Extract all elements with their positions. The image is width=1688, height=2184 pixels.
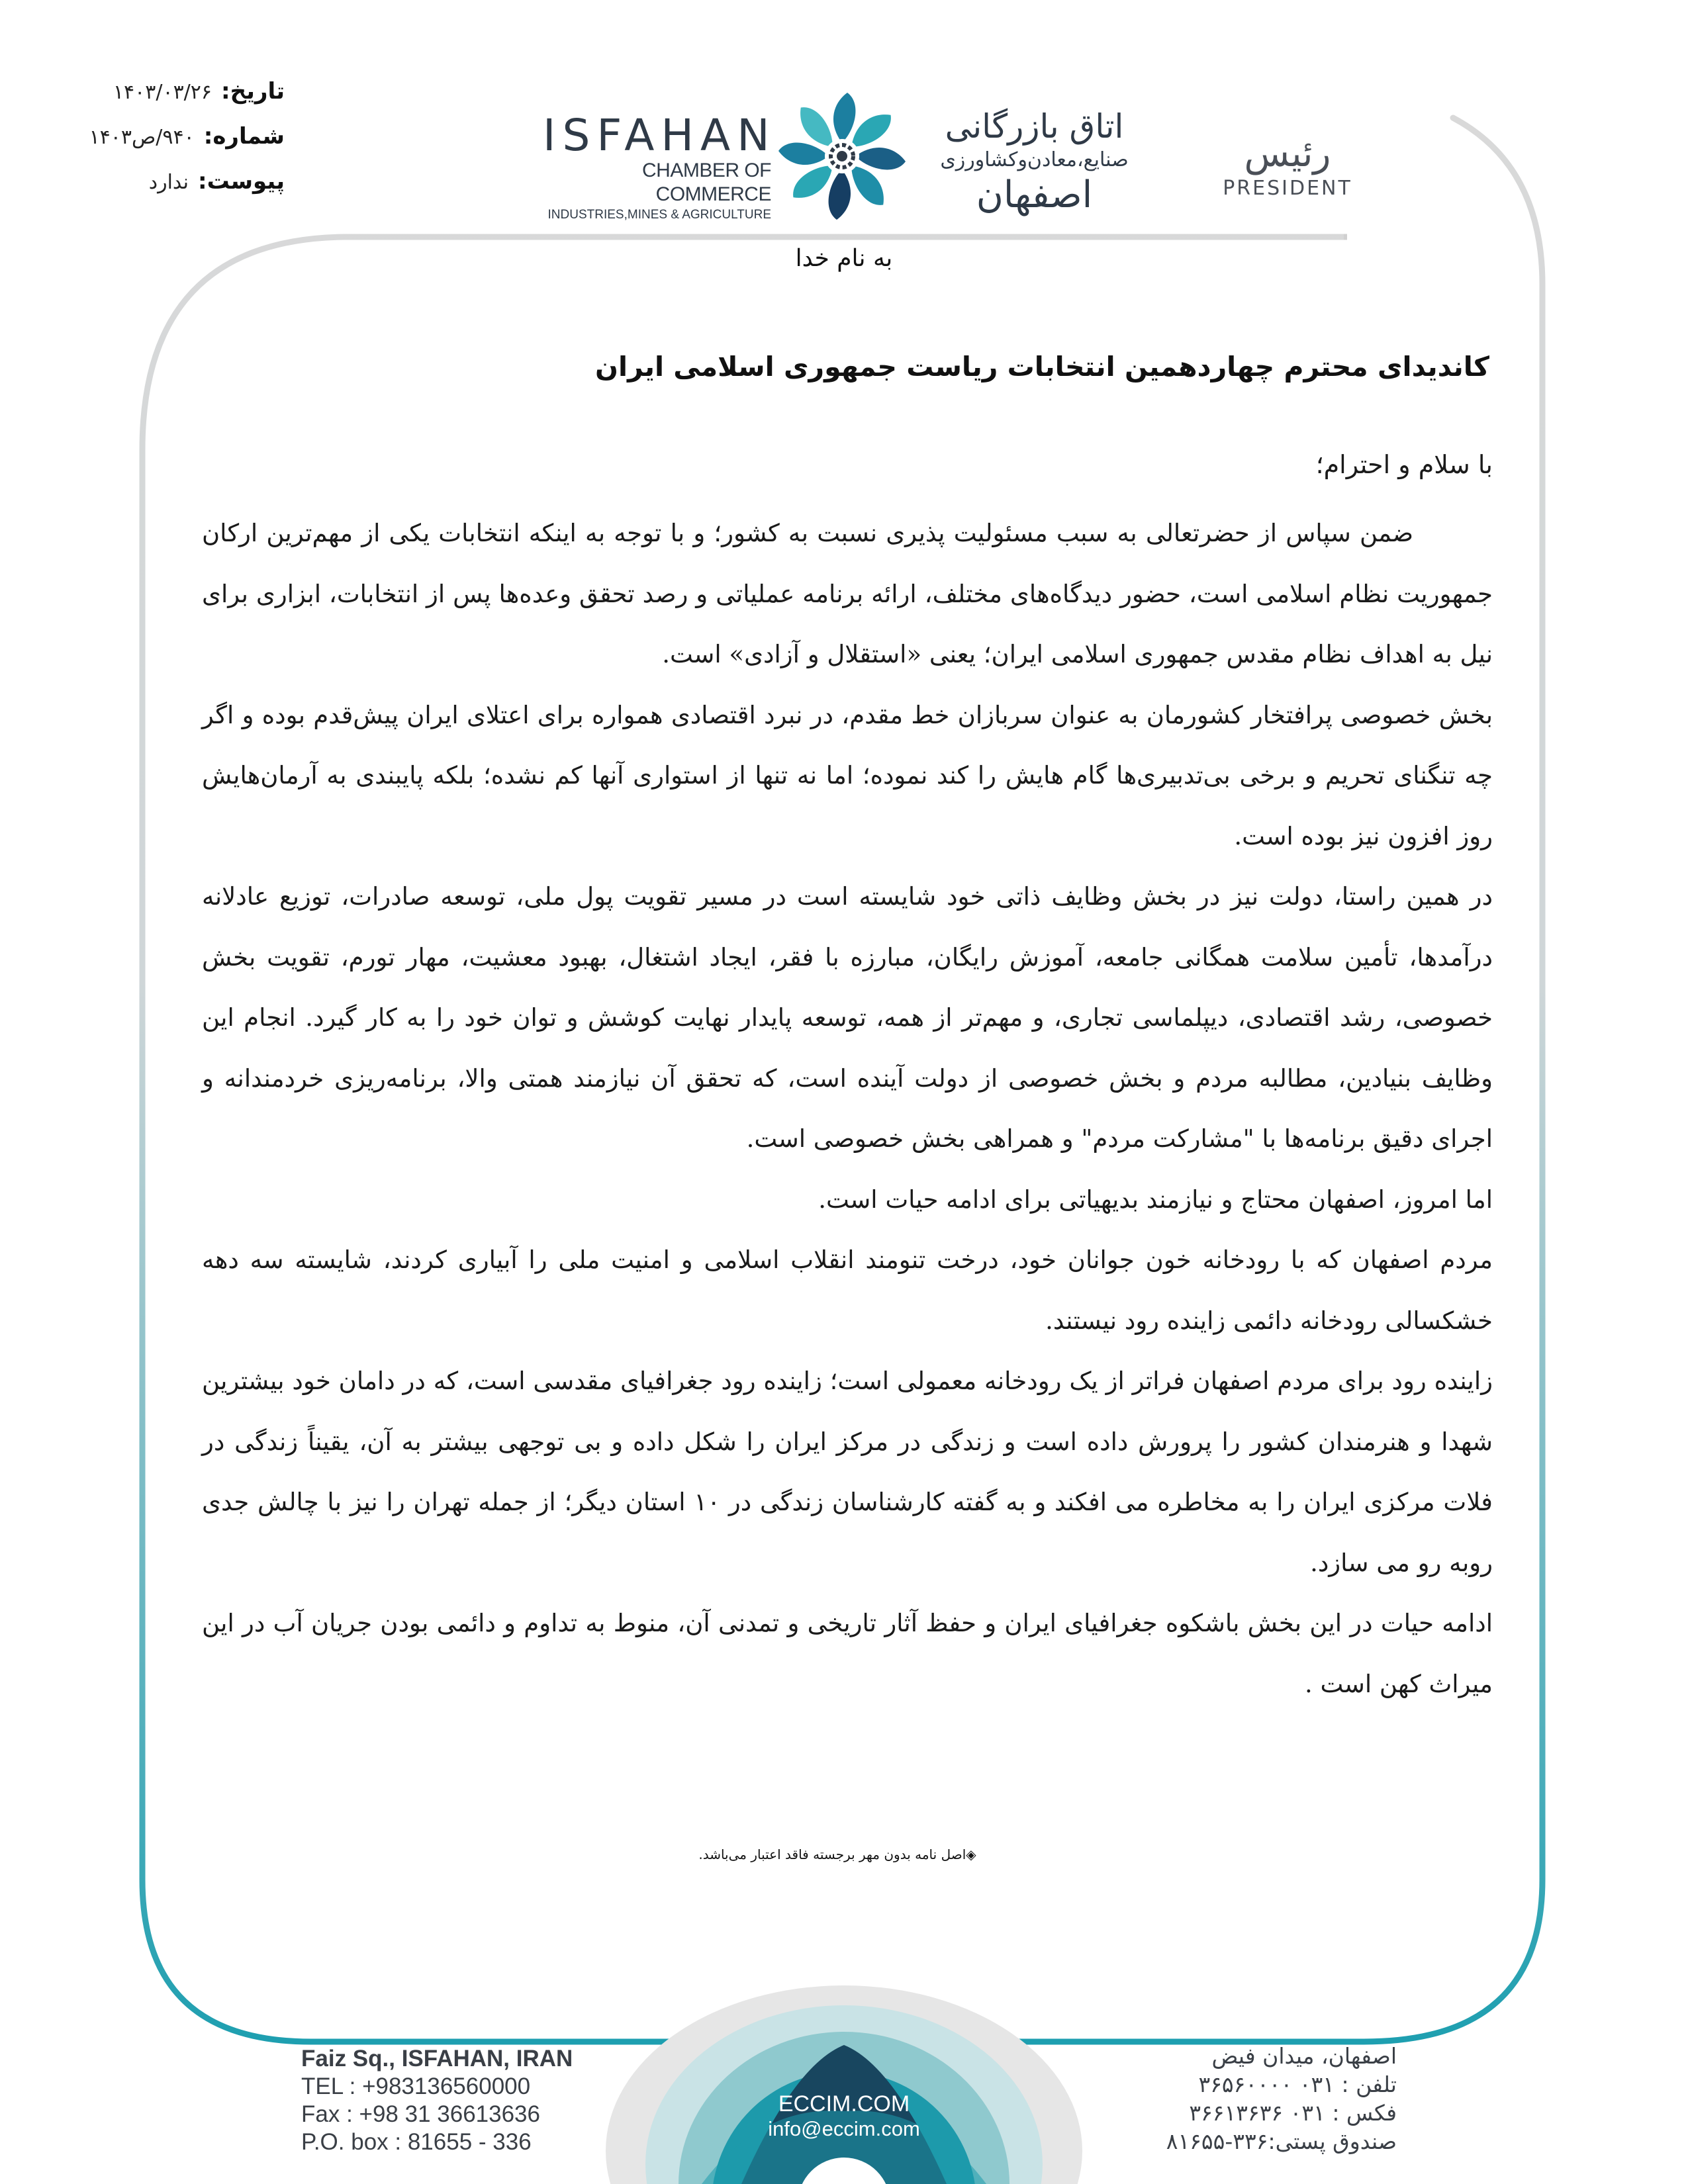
footer-website — [728, 2091, 960, 2142]
number-row — [66, 123, 285, 168]
paragraph-7: ادامه حیات در این بخش باشکوه جغرافیای ایران و حفظ آثار تاریخی و تمدنی آن، منوط به تداوم و دائمی بودن جریان آب در این میراث کهن است . — [202, 1609, 1493, 1698]
validity-note: ◈اصل نامه بدون مهر برجسته فاقد اعتبار می‌باشد. — [698, 1846, 976, 1862]
letter-subject: کاندیدای محترم چهاردهمین انتخابات ریاست جمهوری اسلامی ایران — [595, 351, 1489, 383]
fa-pobox: صندوق پستی:۳۳۶-۸۱۶۵۵ — [1166, 2128, 1397, 2154]
paragraph-3: در همین راستا، دولت نیز در بخش وظایف ذاتی خود شایسته است در مسیر تقویت پول ملی، توسعه صادرات، توزیع عادلانه درآمدها، تأمین سلامت همگانی جامعه، آموزش رایگان، مبارزه با فقر، ایجاد اشتغال، بهبود معشیت، مهار تورم، تقویت بخش خصوصی، رشد اقتصادی، دیپلماسی تجاری، و مهم‌تر از همه، توسعه پایدار نهایت کوشش و توان خود را به کار گیرد. انجام این وظایف بنیادین، مطالبه مردم و بخش خصوصی از دولت آینده است، که تحقق آن نیازمند همتی والا، برنامه‌ریزی خردمندانه و اجرای دقیق برنامه‌ها با "مشارکت مردم" و همراهی بخش خصوصی است. — [202, 882, 1493, 1153]
logo-english-text — [543, 110, 776, 224]
en-tel: TEL : +983136560000 — [301, 2073, 531, 2099]
logo-en-sub2: INDUSTRIES,MINES & AGRICULTURE — [547, 208, 771, 222]
logo-en-sub1: CHAMBER OF COMMERCE — [641, 159, 771, 205]
logo-fa-line2: صنایع،معادن‌وکشاورزی — [940, 148, 1129, 171]
website-link[interactable]: ECCIM.COM — [778, 2091, 910, 2116]
logo-fa-line3: اصفهان — [976, 173, 1093, 216]
president-title — [1218, 132, 1357, 201]
letter-meta — [66, 78, 285, 213]
paragraph-4: اما امروز، اصفهان محتاج و نیازمند بدیهیاتی برای ادامه حیات است. — [818, 1185, 1493, 1214]
number-label: شماره: — [203, 123, 285, 150]
attachment-row — [66, 168, 285, 213]
president-fa: رئیس — [1244, 132, 1331, 175]
fa-fax: فکس : ۰۳۱ ۳۶۶۱۳۶۳۶ — [1189, 2100, 1397, 2126]
paragraph-6: زاینده رود برای مردم اصفهان فراتر از یک رودخانه معمولی است؛ زاینده رود جغرافیای مقدسی است، که در دامان خود بیشترین شهدا و هنرمندان کشور را پرورش داده است و زندگی در مرکز ایران را شکل داده و بی توجهی بیشتر به آن، یقیناً زندگی در فلات مرکزی ایران را به مخاطره می افکند و به گفته کارشناسان زندگی در ۱۰ استان دیگر؛ از جمله تهران را نیز با چالش جدی روبه رو می سازد. — [202, 1367, 1493, 1577]
fa-tel: تلفن : ۰۳۱ ۳۶۵۶۰۰۰۰ — [1198, 2071, 1397, 2097]
letter-body — [202, 503, 1493, 1714]
salutation: با سلام و احترام؛ — [1315, 450, 1493, 479]
paragraph-1: ضمن سپاس از حضرتعالی به سبب مسئولیت پذیری نسبت به کشور؛ و با توجه به اینکه انتخابات یکی از مهم‌ترین ارکان جمهوریت نظام اسلامی است، حضور دیدگاه‌های مختلف، ارائه برنامه عملیاتی و رصد تحقق وعده‌ها پس از انتخابات، ابزاری برای نیل به اهداف نظام مقدس جمهوری اسلامی ایران؛ یعنی «استقلال و آزادی» است. — [202, 519, 1493, 668]
president-en: PRESIDENT — [1223, 177, 1352, 200]
attachment-label: پیوست: — [198, 168, 285, 195]
logo-persian-text — [920, 106, 1149, 217]
footer-address-english — [301, 2045, 579, 2156]
date-label: تاریخ: — [221, 78, 285, 105]
en-fax: Fax : +98 31 36613636 — [301, 2101, 540, 2127]
date-value: ۱۴۰۳/۰۳/۲۶ — [113, 81, 212, 104]
footer-decoration — [0, 1972, 1688, 2184]
en-pobox: P.O. box : 81655 - 336 — [301, 2129, 532, 2155]
logo-en-name: ISFAHAN — [543, 110, 776, 161]
paragraph-5: مردم اصفهان که با رودخانه خون جوانان خود، درخت تنومند انقلاب اسلامی و امنیت ملی را آبیاری کردند، شایسته سه دهه خشکسالی رودخانه دائمی زاینده رود نیستند. — [202, 1246, 1493, 1335]
paragraph-2: بخش خصوصی پرافتخار کشورمان به عنوان سربازان خط مقدم، در نبرد اقتصادی همواره برای اعتلای ایران پیش‌قدم بوده و اگر چه تنگنای تحریم و برخی بی‌تدبیری‌ها گام هایش را کند نموده؛ اما نه تنها از استواری آنها کم نشده؛ بلکه پایبندی به آرمان‌هایش روز افزون نیز بوده است. — [202, 700, 1493, 850]
basmala: به نام خدا — [795, 245, 893, 272]
logo-fa-line1: اتاق بازرگانی — [945, 107, 1124, 146]
date-row — [66, 78, 285, 123]
email-link[interactable]: info@eccim.com — [768, 2117, 920, 2140]
en-address: Faiz Sq., ISFAHAN, IRAN — [301, 2046, 573, 2071]
footer-address-persian — [1119, 2042, 1397, 2156]
fa-address: اصفهان، میدان فیض — [1211, 2043, 1397, 2069]
attachment-value: ندارد — [148, 171, 189, 194]
number-value: ۹۴۰/ص۱۴۰۳ — [89, 126, 195, 149]
chamber-emblem-icon — [776, 90, 908, 222]
